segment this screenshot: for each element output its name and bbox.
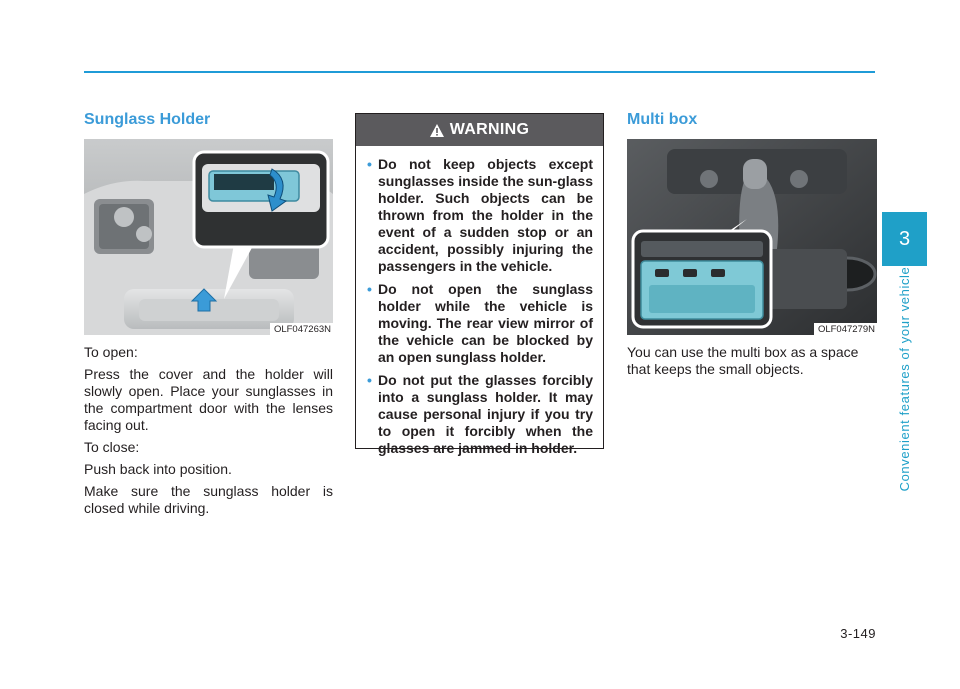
sunglass-holder-heading: Sunglass Holder [84, 111, 211, 128]
sunglass-figure-code: OLF047263N [270, 323, 333, 335]
sunglass-holder-illustration [84, 139, 333, 335]
warning-header [356, 114, 603, 146]
paragraph: Push back into position. [84, 461, 232, 477]
warning-list [356, 156, 603, 457]
header-rule [84, 71, 875, 73]
multi-box-figure-code: OLF047279N [814, 323, 877, 335]
warning-box [355, 113, 604, 456]
warning-triangle-icon [430, 124, 444, 137]
warning-title: WARNING [449, 121, 530, 138]
warning-item: • Do not keep objects except sunglasses inside the sun-glass holder. Such objects can be thrown from the holder in the event of a sudden stop or an accident, possibly injuring the passengers in the vehicle. [367, 156, 593, 275]
chapter-title-text: Convenient features of your vehicle [897, 266, 912, 492]
paragraph: Press the cover and the holder will slowly open. Place your sunglasses in the compartment door with the lenses facing out. [84, 366, 333, 433]
warning-item: • Do not open the sunglass holder while the vehicle is moving. The rear view mirror of the vehicle can be blocked by an open sunglass holder. [367, 281, 593, 366]
paragraph: You can use the multi box as a space that keeps the small objects. [627, 344, 859, 377]
warning-item: • Do not put the glasses forcibly into a sunglass holder. It may cause personal injury if you try to open it forcibly when the glasses are jammed in holder. [367, 372, 593, 457]
page-number: 3-149 [840, 626, 876, 641]
multi-box-text [627, 344, 877, 383]
chapter-tab: 3 [882, 212, 927, 266]
paragraph: To open: [84, 344, 138, 360]
multi-box-figure [627, 139, 877, 335]
sunglass-holder-figure [84, 139, 333, 335]
multi-box-illustration [627, 139, 877, 335]
paragraph: Make sure the sunglass holder is closed while driving. [84, 483, 333, 516]
sunglass-holder-text [84, 344, 333, 522]
paragraph: To close: [84, 439, 140, 455]
multi-box-heading: Multi box [627, 111, 698, 128]
